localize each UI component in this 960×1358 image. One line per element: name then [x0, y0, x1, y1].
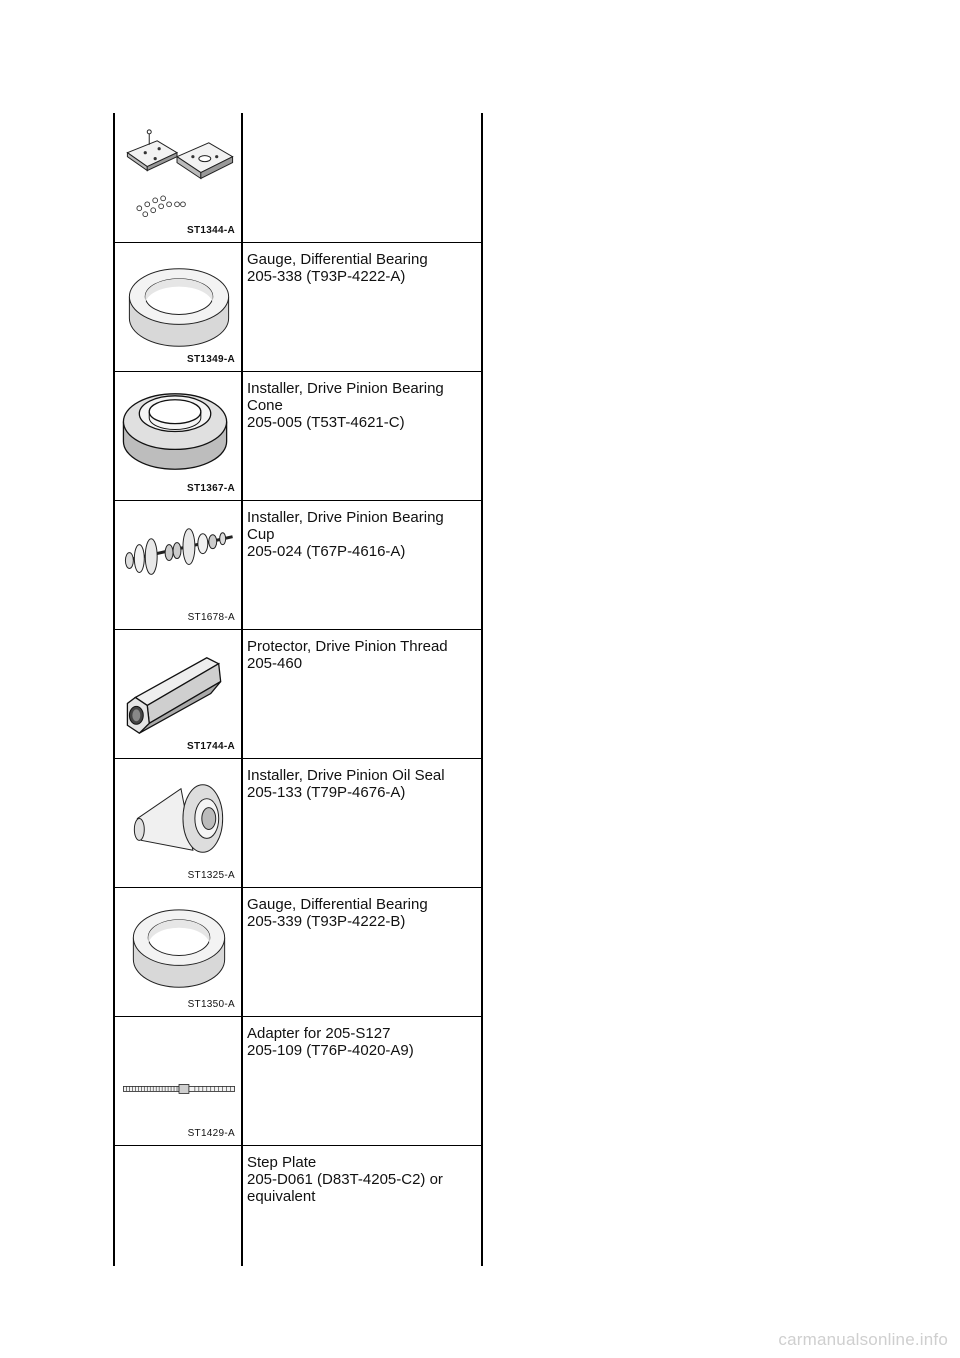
tool-row — [115, 630, 481, 759]
ring-gauge-icon — [115, 243, 243, 371]
tool-row — [115, 372, 481, 501]
tool-row — [115, 243, 481, 372]
description-line: 205-005 (T53T-4621-C) — [247, 414, 405, 431]
description-line: 205-460 — [247, 655, 303, 672]
description-line: Installer, Drive Pinion Oil Seal — [247, 767, 445, 784]
hex-thread-protector-icon — [115, 630, 243, 758]
tool-row — [115, 1146, 481, 1266]
description-line: 205-109 (T76P-4020-A9) — [247, 1042, 414, 1059]
tool-illustration — [115, 113, 243, 242]
description-line: Cup — [247, 526, 275, 543]
watermark: carmanualsonline.info — [778, 1330, 948, 1349]
description-line: Gauge, Differential Bearing — [247, 251, 428, 268]
description-line: 205-D061 (D83T-4205-C2) or — [247, 1171, 443, 1188]
tool-description — [243, 888, 481, 1016]
tool-description — [243, 243, 481, 371]
image-code: ST1678-A — [187, 612, 235, 623]
description-line: 205-133 (T79P-4676-A) — [247, 784, 406, 801]
tool-row — [115, 1017, 481, 1146]
description-line: Installer, Drive Pinion Bearing — [247, 380, 444, 397]
tool-illustration — [115, 501, 243, 629]
description-line: 205-339 (T93P-4222-B) — [247, 913, 406, 930]
image-code: ST1429-A — [187, 1128, 235, 1139]
oil-seal-installer-icon — [115, 759, 243, 887]
bearing-cone-installer-icon — [115, 372, 243, 500]
tool-description — [243, 630, 481, 758]
image-code: ST1349-A — [187, 354, 235, 365]
description-line: Cone — [247, 397, 283, 414]
description-line: Step Plate — [247, 1154, 317, 1171]
tool-description — [243, 1017, 481, 1145]
tool-row — [115, 759, 481, 888]
image-code: ST1325-A — [187, 870, 235, 881]
tool-description — [243, 759, 481, 887]
description-line: Gauge, Differential Bearing — [247, 896, 428, 913]
image-code: ST1744-A — [187, 741, 235, 752]
tool-illustration — [115, 372, 243, 500]
tool-description — [243, 501, 481, 629]
tool-description — [243, 113, 481, 242]
image-code: ST1350-A — [187, 999, 235, 1010]
special-tools-table — [113, 113, 483, 1266]
description-line: Installer, Drive Pinion Bearing — [247, 509, 444, 526]
tool-illustration — [115, 888, 243, 1016]
description-line: 205-024 (T67P-4616-A) — [247, 543, 406, 560]
threaded-rod-adapter-icon — [115, 1017, 243, 1145]
tool-illustration-empty — [115, 1146, 243, 1266]
tool-illustration — [115, 243, 243, 371]
tool-row — [115, 113, 481, 243]
tool-illustration — [115, 630, 243, 758]
ring-gauge-icon — [115, 888, 243, 1016]
bearing-cup-installer-icon — [115, 501, 243, 629]
description-line: Protector, Drive Pinion Thread — [247, 638, 448, 655]
tool-illustration — [115, 1017, 243, 1145]
image-code: ST1367-A — [187, 483, 235, 494]
tool-description — [243, 1146, 481, 1266]
tool-row — [115, 888, 481, 1017]
tool-description — [243, 372, 481, 500]
gauge-blocks-icon — [115, 113, 243, 242]
description-line: equivalent — [247, 1188, 316, 1205]
description-line: Adapter for 205-S127 — [247, 1025, 391, 1042]
tool-illustration — [115, 759, 243, 887]
image-code: ST1344-A — [187, 225, 235, 236]
tool-row — [115, 501, 481, 630]
description-line: 205-338 (T93P-4222-A) — [247, 268, 406, 285]
